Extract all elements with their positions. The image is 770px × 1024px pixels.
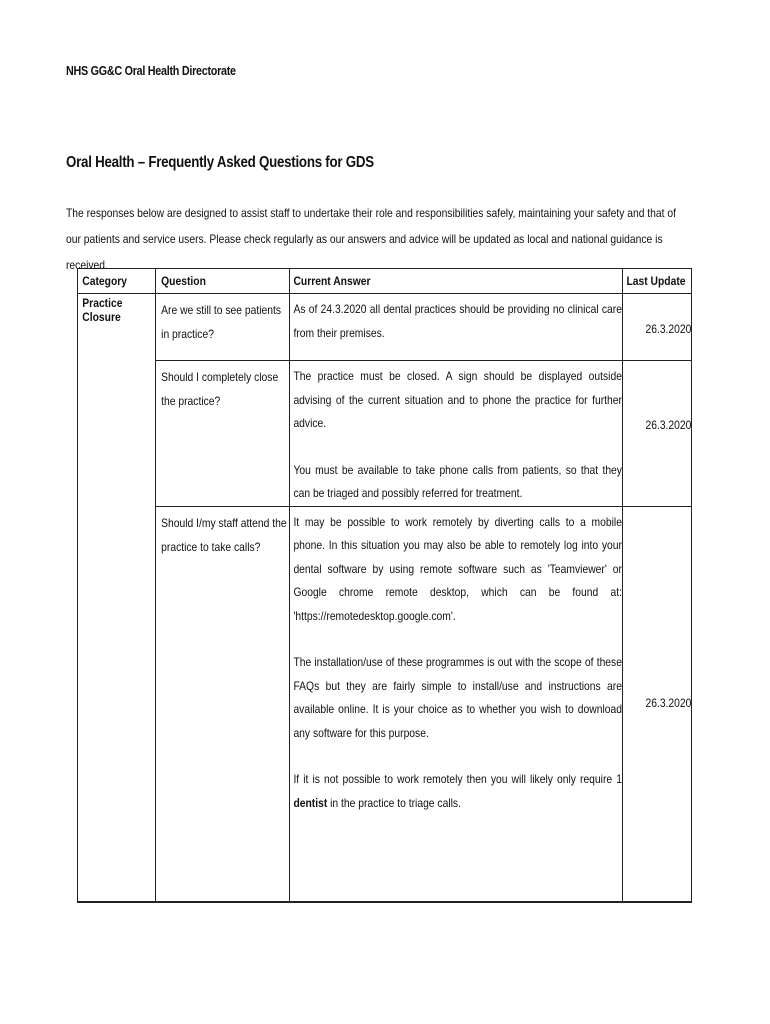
last-update-cell (623, 361, 692, 507)
category-label: Practice Closure (82, 296, 123, 324)
answer-paragraph: As of 24.3.2020 all dental practices should be providing no clinical care from their premises. (293, 302, 622, 340)
table-row (78, 361, 692, 507)
question-cell: Should I/my staff attend the practice to take calls? (156, 506, 290, 902)
question-cell: Should I completely close the practice? (156, 361, 290, 507)
answer-paragraph: The practice must be closed. A sign should be displayed outside advising of the current situation and to phone the practice for further advice. (293, 369, 622, 430)
category-cell (78, 294, 156, 902)
answer-paragraph: You must be available to take phone calls from patients, so that they can be triaged and possibly referred for treatment. (293, 462, 622, 500)
emphasis-dentist: dentist (293, 795, 328, 810)
question-cell: Are we still to see patients in practice? (156, 294, 290, 361)
header-current-answer: Current Answer (290, 269, 623, 294)
header-category: Category (78, 269, 156, 294)
faq-table (77, 268, 692, 903)
answer-paragraph: If it is not possible to work remotely then you will likely only require 1 dentist in the practice to triage calls. (293, 772, 622, 810)
last-update-date: 26.3.2020 (645, 418, 691, 432)
last-update-cell (623, 294, 692, 361)
answer-paragraph: The installation/use of these programmes is out with the scope of these FAQs but they are fairly simple to install/use and instructions are available online. It is your choice as to whether you wish to download any software for this purpose. (293, 655, 622, 740)
intro-paragraph: The responses below are designed to assist staff to undertake their role and responsibilities safely, maintaining your safety and that of our patients and service users. Please check regularly as our answers and advice will be updated as local and national guidance is received. (66, 206, 676, 272)
answer-cell (290, 361, 623, 507)
table-header-row (78, 269, 692, 294)
organisation-name: NHS GG&C Oral Health Directorate (66, 64, 236, 78)
page-title: Oral Health – Frequently Asked Questions for GDS (66, 154, 374, 171)
last-update-cell (623, 506, 692, 902)
last-update-date: 26.3.2020 (645, 322, 691, 336)
header-question: Question (156, 269, 290, 294)
last-update-date: 26.3.2020 (645, 695, 691, 710)
table-row (78, 506, 692, 902)
table-row (78, 294, 692, 361)
header-last-update: Last Update (623, 269, 692, 294)
answer-cell (290, 294, 623, 361)
answer-paragraph: It may be possible to work remotely by diverting calls to a mobile phone. In this situation you may also be able to remotely log into your dental software by using remote software such as 'Teamviewer' or Google chrome remote desktop, which can be found at: 'https://remotedesktop.google.com'. (293, 514, 622, 623)
answer-cell (290, 506, 623, 902)
